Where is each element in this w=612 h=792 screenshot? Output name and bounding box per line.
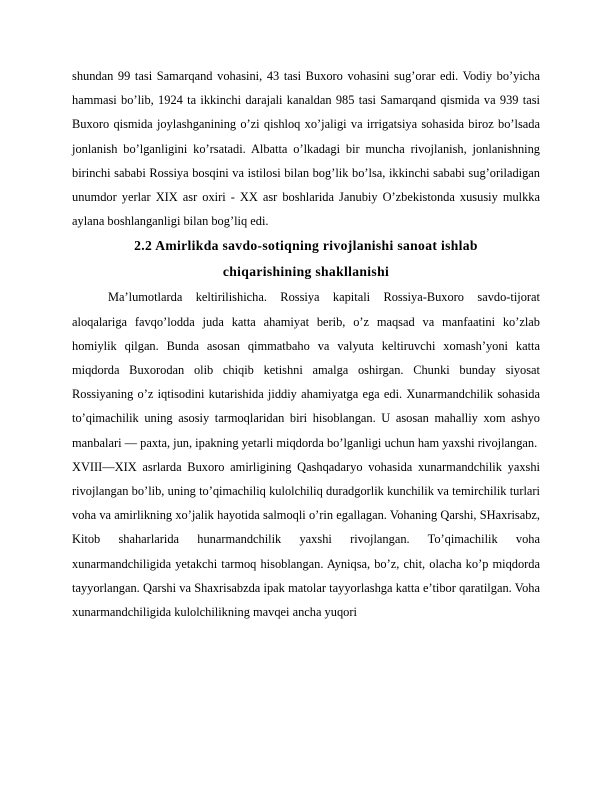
body-paragraph-1: shundan 99 tasi Samarqand vohasini, 43 tasi Buxoro vohasini sug’orar edi. Vodiy bo’yicha hammasi bo’lib, 1924 ta ikkinchi darajali kanaldan 985 tasi Samarqand qismida va 939 tasi Buxoro qismida joylashganining o’zi qishloq xo’jaligi va irrigatsiya sohasida biroz bo’lsada jonlanish bo’lganligini ko’rsatadi. Albatta o’lkadagi bir muncha rivojlanish, jonlanishning birinchi sababi Rossiya bosqini va istilosi bilan bog’lik bo’lsa, ikkinchi sababi sug’oriladigan unumdor yerlar XIX asr oxiri - XX asr boshlarida Janubiy O’zbekistonda xususiy mulkka aylana boshlanganligi bilan bog’liq edi.	[72, 69, 540, 229]
body-paragraph-3: XVIII—XIX asrlarda Buxoro amirligining Qashqadaryo vohasida xunarmandchilik yaxshi rivojlangan bo’lib, uning to’qimachiliq kulolchiliq duradgorlik kunchilik va temirchilik turlari voha va amirlikning xo’jalik hayotida salmoqli o’rin egallagan. Vohaning Qarshi, SHaxrisabz, Kitob shaharlarida hunarmandchilik yaxshi rivojlangan. To’qimachilik voha xunarmandchiligida yetakchi tarmoq hisoblangan. Ayniqsa, bo’z, chit, olacha ko’p miqdorda tayyorlangan. Qarshi va Shaxrisabzda ipak matolar tayyorlashga katta e’tibor qaratilgan. Voha xunarmandchiligida kulolchilikning mavqei ancha yuqori	[72, 459, 540, 620]
section-heading-line-2: chiqarishining shakllanishi	[222, 264, 390, 280]
section-heading	[72, 233, 540, 285]
section-heading-line-1: 2.2 Amirlikda savdo-sotiqning rivojlanishi sanoat ishlab	[134, 238, 478, 254]
document-page	[72, 64, 540, 624]
body-paragraph-2: Ma’lumotlarda keltirilishicha. Rossiya kapitali Rossiya-Buxoro savdo-tijorat aloqalariga favqo’lodda juda katta ahamiyat berib, o’z maqsad va manfaatini ko’zlab homiylik qilgan. Bunda asosan qimmatbaho va valyuta keltiruvchi xomash’yoni katta miqdorda Buxorodan olib chiqib ketishni amalga oshirgan. Chunki bunday siyosat Rossiyaning o’z iqtisodini kutarishida jiddiy ahamiyatga ega edi. Xunarmandchilik sohasida to’qimachilik uning asosiy tarmoqlaridan biri hisoblangan. U asosan mahalliy xom ashyo manbalari — paxta, jun, ipakning yetarli miqdorda bo’lganligi uchun ham yaxshi rivojlangan.	[72, 290, 540, 450]
